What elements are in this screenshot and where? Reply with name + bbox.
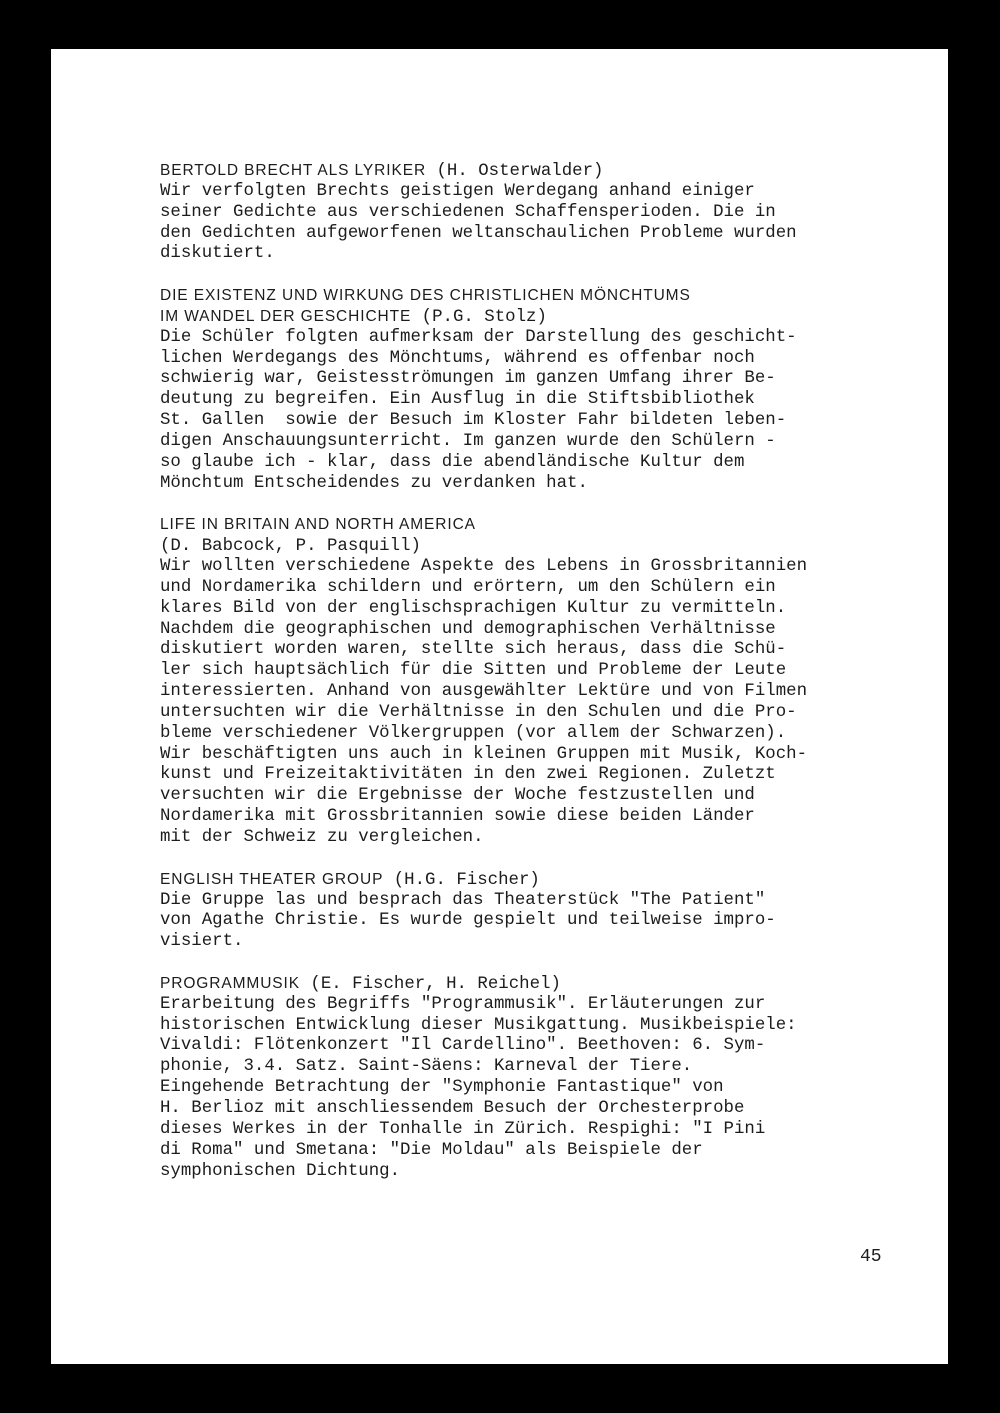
- body-line: mit der Schweiz zu vergleichen.: [160, 828, 484, 847]
- body-line: H. Berlioz mit anschliessendem Besuch der Orchesterprobe: [160, 1098, 745, 1118]
- section-english-theater: [160, 870, 900, 953]
- heading-caps: PROGRAMMUSIK: [160, 974, 300, 992]
- section-brecht: [160, 161, 900, 265]
- body-line: ler sich hauptsächlich für die Sitten und Probleme der Leute: [160, 661, 787, 681]
- heading-credit: (P.G. Stolz): [411, 307, 547, 327]
- section-life-in-britain: [160, 515, 900, 849]
- body-line: deutung zu begreifen. Ein Ausflug in die Stiftsbibliothek: [160, 390, 755, 410]
- heading-credit: (E. Fischer, H. Reichel): [299, 974, 561, 994]
- body-line: Die Gruppe las und besprach das Theaterstück "The Patient": [160, 890, 766, 910]
- body-line: historischen Entwicklung dieser Musikgattung. Musikbeispiele:: [160, 1015, 797, 1035]
- body-line: Nachdem die geographischen und demographischen Verhältnisse: [160, 619, 776, 639]
- section-heading: [160, 286, 900, 307]
- body-line: von Agathe Christie. Es wurde gespielt und teilweise impro-: [160, 911, 776, 931]
- body-line: Die Schüler folgten aufmerksam der Darstellung des geschicht-: [160, 327, 797, 347]
- heading-caps: IM WANDEL DER GESCHICHTE: [160, 307, 412, 325]
- page-number: 45: [860, 1247, 882, 1267]
- body-line: Vivaldi: Flötenkonzert "Il Cardellino". Beethoven: 6. Sym-: [160, 1036, 766, 1056]
- heading-caps: LIFE IN BRITAIN AND NORTH AMERICA: [160, 516, 476, 534]
- section-heading: [160, 870, 900, 891]
- heading-caps: BERTOLD BRECHT ALS LYRIKER: [160, 162, 427, 179]
- section-heading: [160, 515, 900, 536]
- body-line: Wir wollten verschiedene Aspekte des Lebens in Grossbritannien: [160, 557, 808, 577]
- heading-caps: DIE EXISTENZ UND WIRKUNG DES CHRISTLICHEN MÖNCHTUMS: [160, 287, 691, 305]
- body-line: so glaube ich - klar, dass die abendländische Kultur dem: [160, 452, 745, 472]
- section-heading: [160, 307, 900, 328]
- body-line: kunst und Freizeitaktivitäten in den zwei Regionen. Zuletzt: [160, 765, 776, 785]
- body-line: interessierten. Anhand von ausgewählter Lektüre und von Filmen: [160, 682, 808, 702]
- section-heading: [160, 161, 900, 182]
- body-line: Mönchtum Entscheidendes zu verdanken hat.: [160, 473, 588, 493]
- body-line: Erarbeitung des Begriffs "Programmusik". Erläuterungen zur: [160, 994, 766, 1014]
- section-programmusik: [160, 974, 900, 1182]
- heading-credit: (D. Babcock, P. Pasquill): [160, 537, 421, 557]
- body-line: diskutiert worden waren, stellte sich heraus, dass die Schü-: [160, 640, 787, 660]
- body-line: digen Anschauungsunterricht. Im ganzen wurde den Schülern -: [160, 431, 776, 451]
- section-heading: [160, 536, 900, 557]
- heading-credit: (H. Osterwalder): [426, 162, 604, 181]
- body-line: den Gedichten aufgeworfenen weltanschaulichen Probleme wurden: [160, 223, 797, 243]
- body-line: dieses Werkes in der Tonhalle in Zürich. Respighi: "I Pini: [160, 1119, 766, 1139]
- body-line: bleme verschiedener Völkergruppen (vor allem der Schwarzen).: [160, 723, 787, 743]
- body-line: symphonischen Dichtung.: [160, 1161, 401, 1181]
- body-line: seiner Gedichte aus verschiedenen Schaffensperioden. Die in: [160, 202, 776, 222]
- body-line: versuchten wir die Ergebnisse der Woche festzustellen und: [160, 786, 755, 806]
- body-line: St. Gallen sowie der Besuch im Kloster Fahr bildeten leben-: [160, 411, 787, 431]
- body-line: diskutiert.: [160, 244, 275, 264]
- body-line: untersuchten wir die Verhältnisse in den Schulen und die Pro-: [160, 702, 797, 722]
- document-page: [51, 49, 948, 1364]
- body-line: phonie, 3.4. Satz. Saint-Säens: Karneval der Tiere.: [160, 1057, 693, 1077]
- section-heading: [160, 974, 900, 995]
- section-moenchtum: [160, 286, 900, 494]
- body-line: schwierig war, Geistesströmungen im ganzen Umfang ihrer Be-: [160, 369, 776, 389]
- body-line: Wir verfolgten Brechts geistigen Werdegang anhand einiger: [160, 181, 755, 201]
- body-line: klares Bild von der englischsprachigen Kultur zu vermitteln.: [160, 598, 787, 618]
- body-line: lichen Werdegangs des Mönchtums, während es offenbar noch: [160, 348, 755, 368]
- body-line: und Nordamerika schildern und erörtern, um den Schülern ein: [160, 577, 776, 597]
- heading-caps: ENGLISH THEATER GROUP: [160, 870, 384, 888]
- body-line: di Roma" und Smetana: "Die Moldau" als Beispiele der: [160, 1140, 703, 1160]
- body-line: Wir beschäftigten uns auch in kleinen Gruppen mit Musik, Koch-: [160, 744, 808, 764]
- page-content: [160, 161, 900, 1203]
- body-line: visiert.: [160, 932, 244, 952]
- heading-credit: (H.G. Fischer): [383, 870, 540, 890]
- body-line: Eingehende Betrachtung der "Symphonie Fantastique" von: [160, 1078, 724, 1098]
- body-line: Nordamerika mit Grossbritannien sowie diese beiden Länder: [160, 807, 755, 827]
